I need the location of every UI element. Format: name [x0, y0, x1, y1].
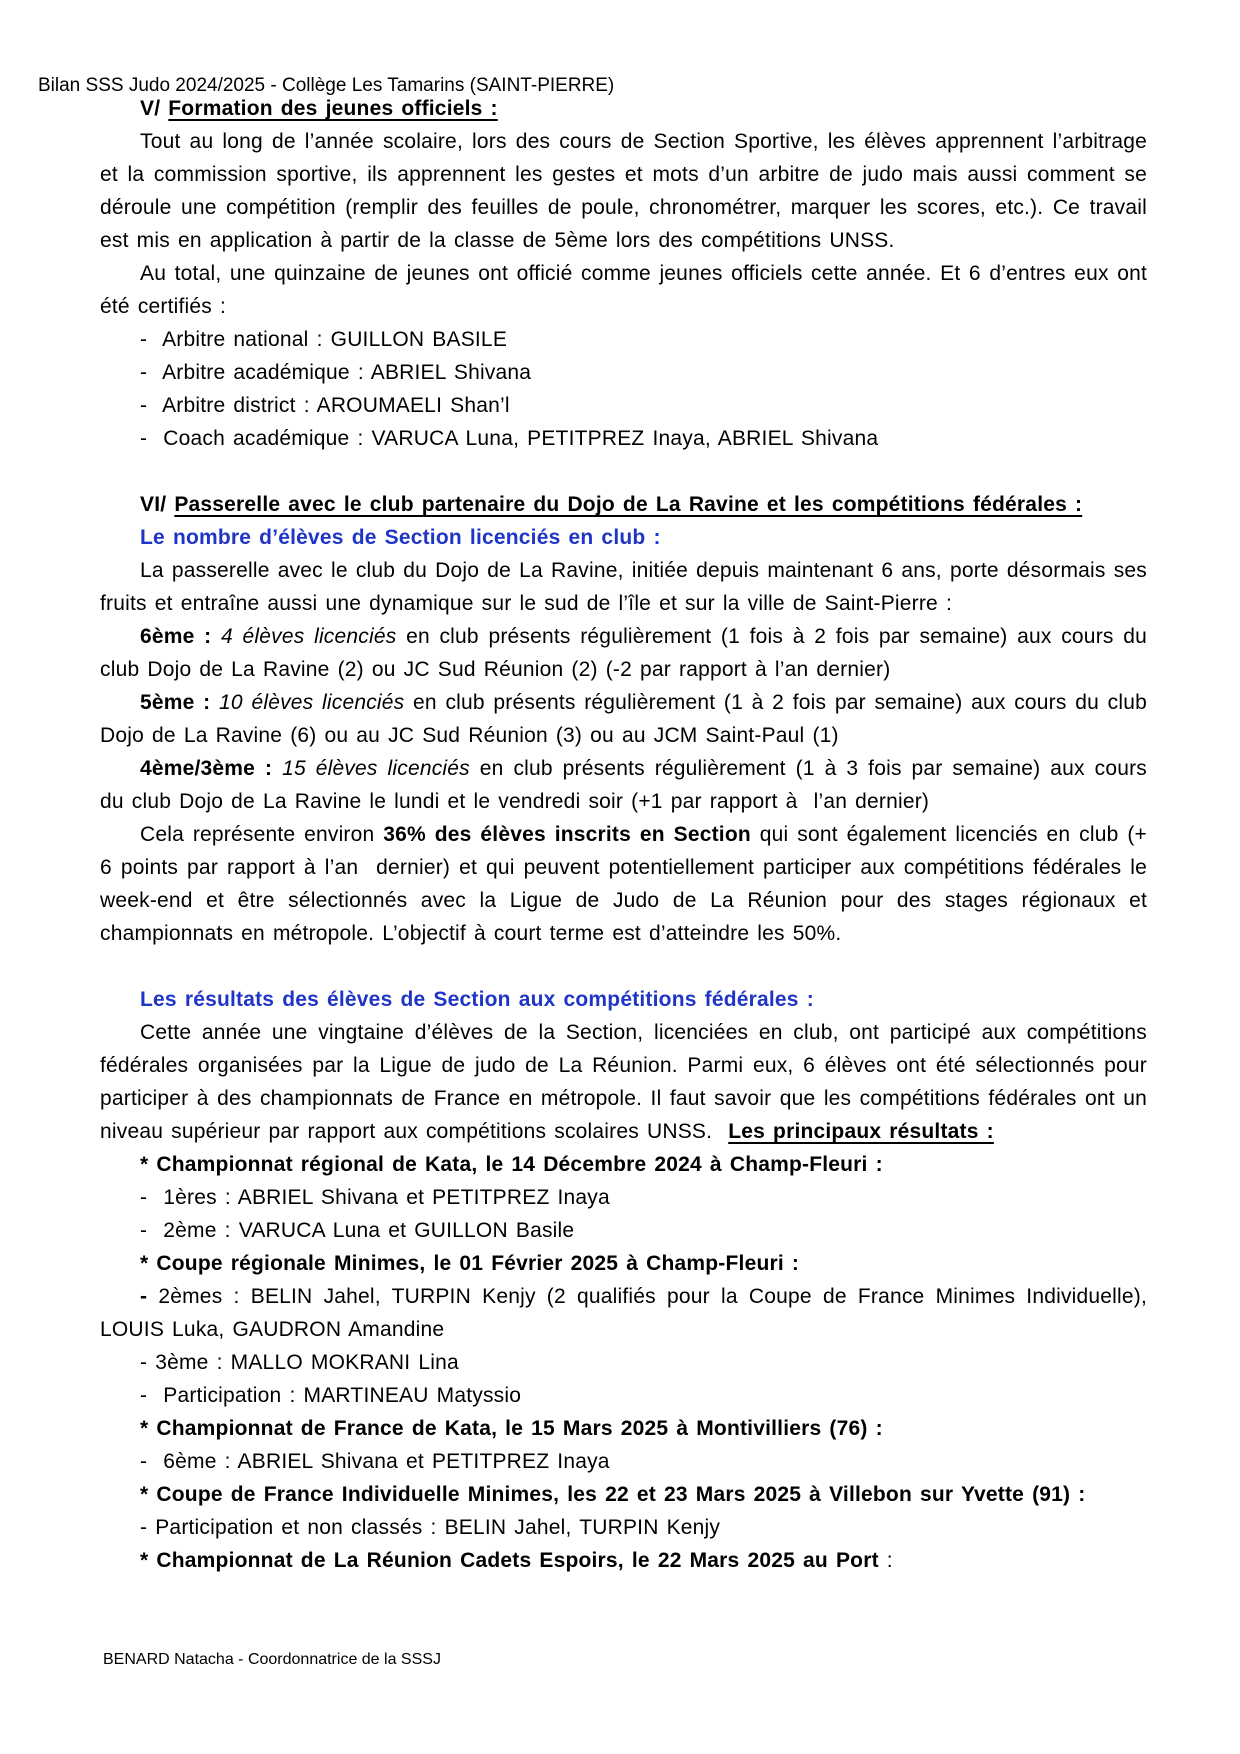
text-run: 6ème :	[140, 625, 221, 648]
text-run: Formation des jeunes officiels :	[168, 97, 498, 120]
text-run: 4 élèves licenciés	[221, 625, 397, 648]
text-block-dash	[100, 1379, 1147, 1412]
document-blocks	[100, 92, 1156, 1577]
text-block-dash	[100, 1445, 1147, 1478]
text-block-heading	[100, 488, 1147, 521]
text-run: - 1ères : ABRIEL Shivana et PETITPREZ Inaya	[140, 1186, 610, 1209]
text-block-dash	[100, 1214, 1147, 1247]
text-block-para	[100, 686, 1156, 752]
text-run: Passerelle avec le club partenaire du Dojo de La Ravine et les compétitions fédérales :	[174, 493, 1083, 516]
text-run: - 6ème : ABRIEL Shivana et PETITPREZ Inaya	[140, 1450, 610, 1473]
text-run: - Arbitre district : AROUMAELI Shan’l	[140, 394, 510, 417]
text-run: VI/	[140, 493, 175, 516]
text-block-result	[100, 1478, 1147, 1511]
text-block-heading	[100, 92, 1147, 125]
text-run: * Coupe régionale Minimes, le 01 Février 2025 à Champ-Fleuri :	[140, 1252, 800, 1275]
text-run: 36% des élèves inscrits en Section	[383, 823, 751, 846]
text-run: - 2ème : VARUCA Luna et GUILLON Basile	[140, 1219, 575, 1242]
text-run: 5ème :	[140, 691, 220, 714]
text-run: Tout au long de l’année scolaire, lors des cours de Section Sportive, les élèves apprennent l’arbitrage et la commission sportive, ils apprennent les gestes et mots d’un arbitre de judo mais aussi comment se déroule une compétition (remplir des feuilles de poule, chronométrer, marquer les scores, etc.). Ce travail est mis en application à partir de la classe de 5ème lors des compétitions UNSS.	[100, 130, 1156, 252]
text-block-para	[100, 125, 1156, 257]
text-run: 4ème/3ème :	[140, 757, 283, 780]
text-run: en club présents régulièrement (1 à 2 fois par semaine) aux cours du club Dojo de La Ravine (6) ou au JC Sud Réunion (3) ou au JCM Saint-Paul (1)	[100, 691, 1156, 747]
text-run: 2èmes : BELIN Jahel, TURPIN Kenjy (2 qualifiés pour la Coupe de France Minimes Individuelle), LOUIS Luka, GAUDRON Amandine	[100, 1285, 1156, 1341]
text-run: - 3ème : MALLO MOKRANI Lina	[140, 1351, 459, 1374]
text-block-para	[100, 818, 1156, 950]
text-run: Le nombre d’élèves de Section licenciés en club :	[140, 526, 661, 549]
text-run: Les résultats des élèves de Section aux compétitions fédérales :	[140, 988, 814, 1011]
text-block-result	[100, 1247, 1147, 1280]
text-block-result	[100, 1544, 1147, 1577]
text-run: * Coupe de France Individuelle Minimes, les 22 et 23 Mars 2025 à Villebon sur Yvette (91) :	[140, 1483, 1086, 1506]
text-block-para	[100, 620, 1156, 686]
text-block-para	[100, 752, 1156, 818]
text-block-subheading-blue	[100, 983, 1147, 1016]
text-block-dash	[100, 1511, 1147, 1544]
text-block-result	[100, 1148, 1147, 1181]
text-run: Cette année une vingtaine d’élèves de la Section, licenciées en club, ont participé aux compétitions fédérales organisées par la Ligue de judo de La Réunion. Parmi eux, 6 élèves ont été sélectionnés pour participer à des championnats de France en métropole. Il faut savoir que les compétitions fédérales ont un niveau supérieur par rapport aux compétitions scolaires UNSS.	[100, 1021, 1156, 1143]
text-run: - Participation : MARTINEAU Matyssio	[140, 1384, 522, 1407]
document-header-title: Bilan SSS Judo 2024/2025 - Collège Les Tamarins (SAINT-PIERRE)	[38, 75, 615, 96]
text-run: Cela représente environ	[140, 823, 384, 846]
blank-line	[100, 455, 1147, 488]
text-block-para	[100, 554, 1156, 620]
text-run: V/	[140, 97, 169, 120]
text-run: - Coach académique : VARUCA Luna, PETITPREZ Inaya, ABRIEL Shivana	[140, 427, 879, 450]
text-run: * Championnat régional de Kata, le 14 Décembre 2024 à Champ-Fleuri :	[140, 1153, 883, 1176]
text-block-dash	[100, 323, 1147, 356]
text-block-subheading-blue	[100, 521, 1147, 554]
text-run: * Championnat de France de Kata, le 15 Mars 2025 à Montivilliers (76) :	[140, 1417, 883, 1440]
text-block-dash	[100, 356, 1147, 389]
text-run: - Arbitre académique : ABRIEL Shivana	[140, 361, 532, 384]
text-run: Les principaux résultats :	[728, 1120, 994, 1143]
text-run: en club présents régulièrement (1 fois à 2 fois par semaine) aux cours du club Dojo de La Ravine (2) ou JC Sud Réunion (2) (-2 par rapport à l’an dernier)	[100, 625, 1156, 681]
text-run: 10 élèves licenciés	[219, 691, 405, 714]
text-block-dash	[100, 1181, 1147, 1214]
text-run: - Arbitre national : GUILLON BASILE	[140, 328, 508, 351]
text-block-dash	[100, 1346, 1147, 1379]
document-footer: BENARD Natacha - Coordonnatrice de la SSSJ	[103, 1651, 441, 1668]
text-run: * Championnat de La Réunion Cadets Espoirs, le 22 Mars 2025 au Port	[140, 1549, 879, 1572]
text-block-dash	[100, 389, 1147, 422]
text-run: - Participation et non classés : BELIN Jahel, TURPIN Kenjy	[140, 1516, 721, 1539]
text-block-result	[100, 1412, 1147, 1445]
text-run: qui sont également licenciés en club (+ 6 points par rapport à l’an dernier) et qui peuvent potentiellement participer aux compétitions fédérales le week-end et être sélectionnés avec la Ligue de Judo de La Réunion pour des stages régionaux et championnats en métropole. L’objectif à court terme est d’atteindre les 50%.	[100, 823, 1156, 945]
text-block-para	[100, 257, 1156, 323]
blank-line	[100, 950, 1147, 983]
text-run: La passerelle avec le club du Dojo de La Ravine, initiée depuis maintenant 6 ans, porte désormais ses fruits et entraîne aussi une dynamique sur le sud de l’île et sur la ville de Saint-Pierre :	[100, 559, 1156, 615]
text-run: -	[140, 1285, 159, 1308]
text-run: 15 élèves licenciés	[282, 757, 470, 780]
text-run: :	[878, 1549, 893, 1572]
text-block-dash	[100, 422, 1147, 455]
text-block-para	[100, 1016, 1156, 1148]
text-block-dash-wrap	[100, 1280, 1156, 1346]
text-run: Au total, une quinzaine de jeunes ont officié comme jeunes officiels cette année. Et 6 d’entres eux ont été certifiés :	[100, 262, 1156, 318]
text-run: en club présents régulièrement (1 à 3 fois par semaine) aux cours du club Dojo de La Ravine le lundi et le vendredi soir (+1 par rapport à l’an dernier)	[100, 757, 1156, 813]
